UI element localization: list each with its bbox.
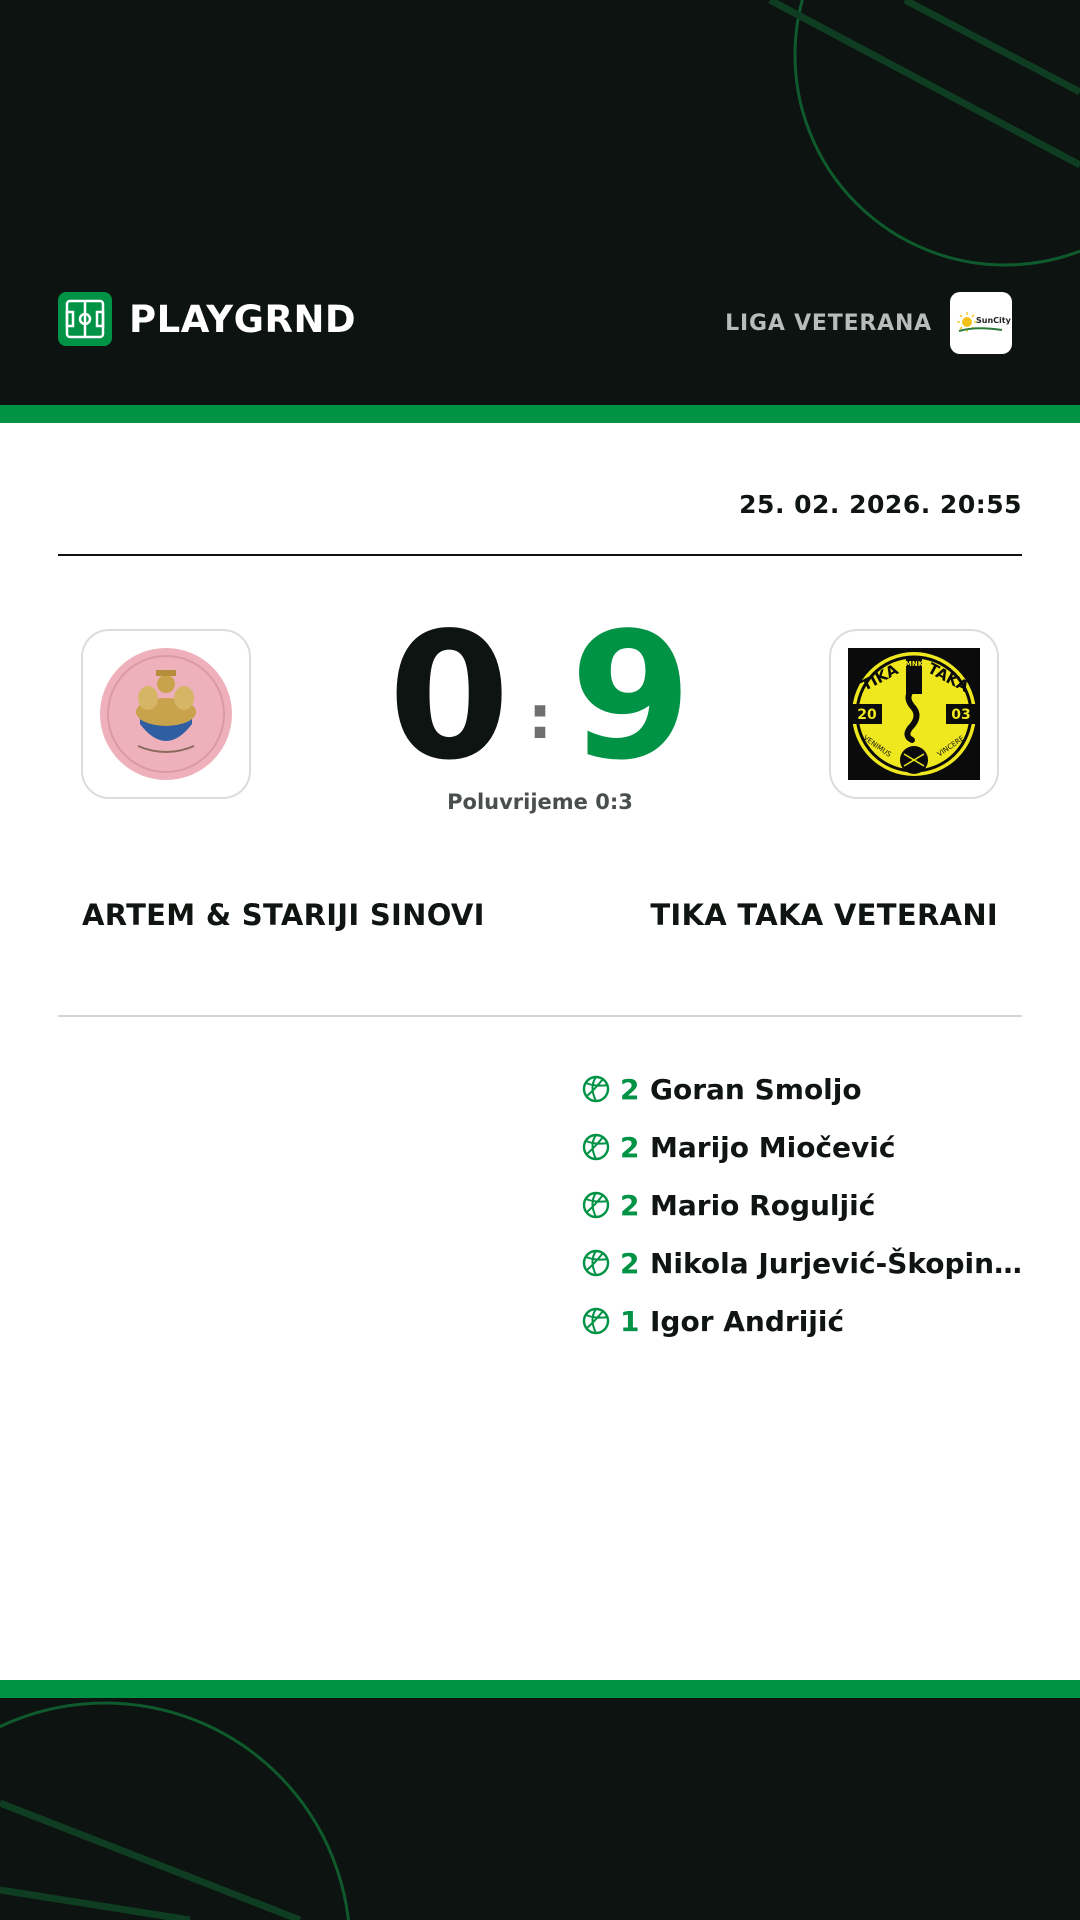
pitch-logo-icon [58,292,112,346]
away-score: 9 [570,596,692,799]
divider [58,1015,1022,1017]
league-sponsor-logo [950,292,1012,354]
brand[interactable] [58,292,356,346]
svg-text:MNK: MNK [904,660,924,668]
player-name: Igor Andrijić [650,1304,845,1338]
away-team-crest[interactable] [829,629,999,799]
home-team-name[interactable]: ARTEM & STARIJI SINOVI [82,898,485,932]
scorer-row[interactable] [582,1176,1027,1234]
halftime-score: Poluvrijeme 0:3 [447,790,633,814]
home-team-crest[interactable] [81,629,251,799]
away-crest-icon [848,648,980,780]
goal-count: 2 [620,1188,640,1222]
goal-count: 1 [620,1304,640,1338]
divider [58,554,1022,556]
away-team-name[interactable]: TIKA TAKA VETERANI [650,898,998,932]
scoreboard [290,596,790,799]
player-name: Nikola Jurjević-Škopin… [650,1246,1023,1280]
goal-count: 2 [620,1072,640,1106]
svg-text:20: 20 [857,707,877,723]
away-scorers-list [582,1060,1027,1350]
goal-count: 2 [620,1246,640,1280]
league[interactable] [725,292,1012,354]
soccer-ball-icon [582,1075,610,1103]
player-name: Mario Roguljić [650,1188,876,1222]
pitch-decoration [0,1698,1080,1920]
player-name: Marijo Miočević [650,1130,896,1164]
soccer-ball-icon [582,1249,610,1277]
svg-text:TIKA: TIKA [858,660,902,695]
scorer-row[interactable] [582,1234,1027,1292]
scorer-row[interactable] [582,1292,1027,1350]
player-name: Goran Smoljo [650,1072,862,1106]
svg-text:03: 03 [951,707,971,723]
score-separator: : [528,682,552,753]
soccer-ball-icon [582,1133,610,1161]
scorer-row[interactable] [582,1060,1027,1118]
goal-count: 2 [620,1130,640,1164]
soccer-ball-icon [582,1191,610,1219]
brand-name: PLAYGRND [129,297,357,341]
match-datetime: 25. 02. 2026. 20:55 [739,490,1022,519]
svg-text:VENIMUS: VENIMUS [861,733,893,759]
soccer-ball-icon [582,1307,610,1335]
footer-accent-stripe [0,1680,1080,1698]
footer-banner [0,1698,1080,1920]
svg-text:TAKA: TAKA [924,659,972,696]
sun-logo-icon [956,308,1011,338]
svg-text:SunCity: SunCity [976,316,1011,325]
scorer-row[interactable] [582,1118,1027,1176]
league-name: LIGA VETERANA [725,310,932,336]
home-crest-icon [98,646,234,782]
header-accent-stripe [0,405,1080,423]
header-banner [0,0,1080,405]
home-score: 0 [388,596,510,799]
svg-text:VINCERE: VINCERE [935,734,966,759]
